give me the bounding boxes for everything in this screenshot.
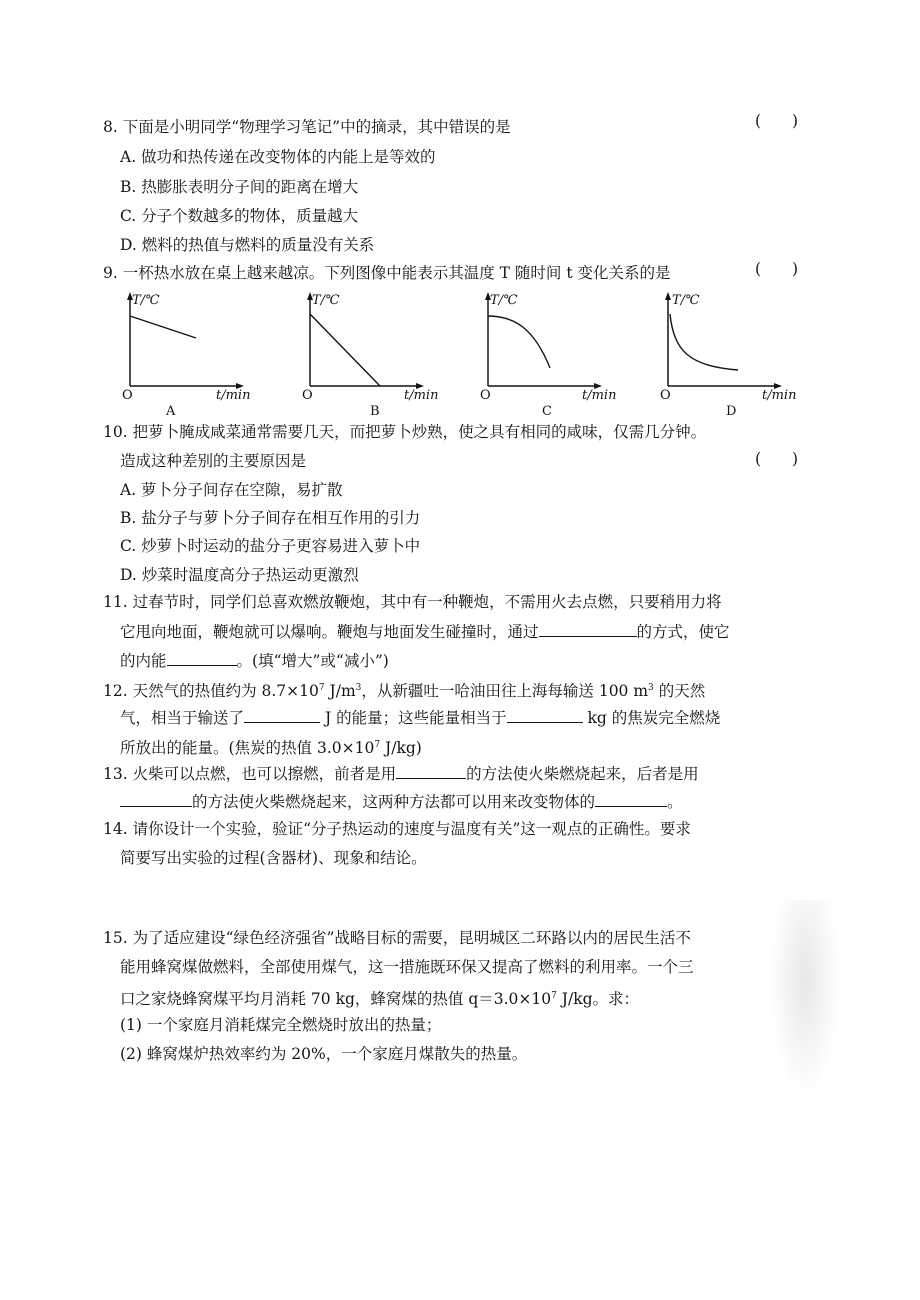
q15-line2: 能用蜂窝煤做燃料，全部使用煤气，这一措施既环保又提高了燃料的利用率。一个三 [120, 958, 694, 976]
q12-line2-text-b: J 的能量；这些能量相当于 [320, 709, 507, 727]
graph-b [300, 290, 450, 418]
q10-stem-line1: 10. 把萝卜腌成咸菜通常需要几天，而把萝卜炒熟，使之具有相同的咸味，仅需几分钟。 [103, 423, 707, 441]
q12-line3 [120, 734, 422, 759]
q12-line3-text-a: 所放出的能量。(焦炭的热值 3.0×10 [120, 739, 375, 758]
q12-line1-text-a: 12. 天然气的热值约为 8.7×10 [103, 682, 319, 701]
q8-option-a: A. 做功和热传递在改变物体的内能上是等效的 [120, 148, 436, 166]
q11-line2-text-a: 它甩向地面，鞭炮就可以爆响。鞭炮与地面发生碰撞时，通过 [120, 623, 539, 641]
q11-line3 [120, 649, 389, 672]
q12-line1-exp3: 3 [648, 683, 654, 693]
q12-blank-1[interactable] [244, 706, 320, 723]
q10-option-a: A. 萝卜分子间存在空隙，易扩散 [120, 481, 343, 499]
q12-line3-text-b: J/kg) [380, 739, 422, 758]
q12-line1-text-c: ，从新疆吐一哈油田往上海每输送 100 m [361, 682, 649, 701]
q13-blank-1[interactable] [396, 762, 466, 779]
q11-line3-text-b: 。(填“增大”或“减小”) [236, 652, 389, 670]
q15-line3 [120, 985, 639, 1010]
q11-blank-1[interactable] [539, 620, 637, 637]
graph-a-xlabel: t/min [216, 388, 251, 403]
q15-line3-exp: 7 [551, 991, 557, 1001]
q12-line3-exp: 7 [374, 740, 381, 750]
q8-option-c: C. 分子个数越多的物体，质量越大 [120, 207, 359, 225]
q12-line2-text-c: kg 的焦炭完全燃烧 [582, 709, 721, 727]
q10-option-b: B. 盐分子与萝卜分子间存在相互作用的引力 [120, 509, 421, 527]
graph-b-letter: B [370, 404, 380, 419]
graph-c-origin: O [480, 388, 491, 403]
graph-c-letter: C [542, 404, 552, 419]
graph-a-origin: O [122, 388, 133, 403]
graph-a-letter: A [166, 404, 176, 419]
q13-line2-text-b: 。 [667, 793, 683, 811]
graph-a-curve [130, 316, 196, 338]
q15-subquestion-2: (2) 蜂窝煤炉热效率约为 20%，一个家庭月煤散失的热量。 [120, 1045, 528, 1063]
q11-line1: 11. 过春节时，同学们总喜欢燃放鞭炮，其中有一种鞭炮，不需用火去点燃，只要稍用力将 [103, 593, 722, 611]
graph-c [478, 290, 628, 418]
q8-stem: 8. 下面是小明同学“物理学习笔记”中的摘录，其中错误的是 [103, 118, 511, 136]
graph-d-xlabel: t/min [762, 388, 797, 403]
graph-c-curve [488, 316, 550, 368]
q15-subquestion-1: (1) 一个家庭月消耗煤完全燃烧时放出的热量； [120, 1016, 442, 1034]
q15-line1: 15. 为了适应建设“绿色经济强省”战略目标的需要，昆明城区二环路以内的居民生活不 [103, 929, 691, 947]
q13-line1 [103, 762, 699, 785]
graph-b-xlabel: t/min [404, 388, 439, 403]
q12-line1-exp2: 3 [355, 683, 362, 693]
q12-line1-text-d: 的天然 [653, 682, 706, 701]
q10-stem-line2: 造成这种差别的主要原因是 [120, 452, 307, 470]
q13-blank-2[interactable] [120, 790, 192, 807]
q12-line2 [120, 706, 720, 729]
q14-line2: 简要写出实验的过程(含器材)、现象和结论。 [120, 849, 427, 867]
graph-d-ylabel: T/℃ [672, 293, 700, 308]
q12-line1-text-b: J/m [324, 682, 356, 701]
q12-line1-exp: 7 [318, 683, 325, 693]
q10-answer-bracket: ( ) [755, 450, 799, 468]
q11-line3-text-a: 的内能 [120, 652, 167, 670]
graph-d-letter: D [726, 404, 737, 419]
q13-line1-text-b: 的方法使火柴燃烧起来，后者是用 [466, 765, 699, 783]
q13-line1-text-a: 13. 火柴可以点燃，也可以擦燃，前者是用 [103, 765, 397, 783]
q8-option-b: B. 热膨胀表明分子间的距离在增大 [120, 178, 359, 196]
q11-line2-text-b: 的方式，使它 [636, 623, 730, 641]
graph-c-xlabel: t/min [582, 388, 617, 403]
q14-line1: 14. 请你设计一个实验，验证“分子热运动的速度与温度有关”这一观点的正确性。要求 [103, 820, 691, 838]
graph-c-ylabel: T/℃ [490, 293, 518, 308]
q15-line3-text-a: 口之家烧蜂窝煤平均月消耗 70 kg，蜂窝煤的热值 q＝3.0×10 [120, 990, 552, 1009]
graph-b-curve [310, 314, 380, 386]
q13-line2-text-a: 的方法使火柴燃烧起来，这两种方法都可以用来改变物体的 [192, 793, 596, 811]
q10-option-c: C. 炒萝卜时运动的盐分子更容易进入萝卜中 [120, 537, 421, 555]
q12-line1 [103, 677, 705, 702]
graph-b-ylabel: T/℃ [312, 293, 340, 308]
q10-option-d: D. 炒菜时温度高分子热运动更激烈 [120, 566, 359, 584]
q8-answer-bracket: ( ) [755, 112, 799, 130]
q8-option-d: D. 燃料的热值与燃料的质量没有关系 [120, 236, 375, 254]
scan-smudge [770, 900, 840, 1100]
q11-line2 [120, 620, 730, 643]
q11-blank-2[interactable] [167, 649, 237, 666]
q12-line2-text-a: 气，相当于输送了 [120, 709, 245, 727]
q15-line3-text-b: J/kg。求： [556, 990, 640, 1009]
graph-a [120, 290, 270, 418]
graph-a-ylabel: T/℃ [132, 293, 160, 308]
graph-d-origin: O [660, 388, 671, 403]
graph-b-origin: O [302, 388, 313, 403]
graph-d [658, 290, 808, 418]
q9-answer-bracket: ( ) [755, 260, 799, 278]
q13-line2 [120, 790, 683, 813]
q13-blank-3[interactable] [595, 790, 667, 807]
graph-d-curve [670, 314, 738, 370]
q12-blank-2[interactable] [507, 706, 583, 723]
q9-stem: 9. 一杯热水放在桌上越来越凉。下列图像中能表示其温度 T 随时间 t 变化关系的是 [103, 264, 671, 282]
